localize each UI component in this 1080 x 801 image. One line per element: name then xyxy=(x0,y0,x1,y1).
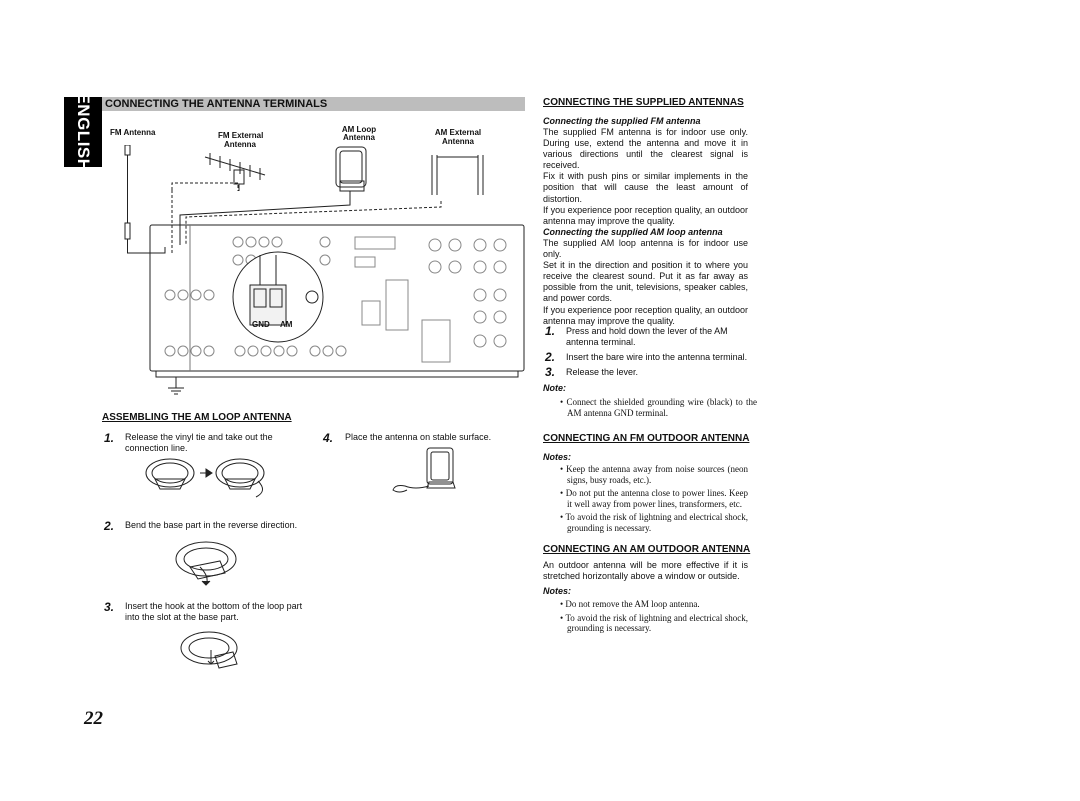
fm-supplied-subtitle: Connecting the supplied FM antenna xyxy=(543,116,701,126)
list-item: • Do not put the antenna close to power lines. Keep it well away from power lines, transformers, etc. xyxy=(560,488,748,509)
fm-supplied-p1: The supplied FM antenna is for indoor use only. During use, extend the antenna and move it in various directions until the clearest signal is received. xyxy=(543,127,748,171)
note-item-text: Connect the shielded grounding wire (black) to the AM antenna GND terminal. xyxy=(566,397,757,418)
am-supplied-text xyxy=(543,238,748,327)
am-terminal-icon xyxy=(250,285,286,325)
am-step-2-text: Insert the bare wire into the antenna terminal. xyxy=(566,352,748,362)
step-3-illustration xyxy=(175,628,255,678)
fm-antenna-label: FM Antenna xyxy=(110,128,156,137)
language-tab-label: ENGLISH xyxy=(74,92,93,172)
list-item: • Keep the antenna away from noise sources (neon signs, busy roads, etc.). xyxy=(560,464,748,485)
list-item-text: To avoid the risk of lightning and electrical shock, grounding is necessary. xyxy=(565,612,748,633)
am-outdoor-notes-list xyxy=(558,599,748,634)
fm-external-antenna-icon xyxy=(205,153,265,191)
step-2-text: Bend the base part in the reverse direction. xyxy=(125,520,298,530)
step-3-text: Insert the hook at the bottom of the loop part into the slot at the base part. xyxy=(125,601,303,623)
am-step-2-number: 2. xyxy=(545,350,556,364)
fm-antenna-tip-icon xyxy=(125,145,130,155)
antenna-connection-diagram xyxy=(110,145,530,405)
am-label: AM xyxy=(280,320,293,329)
am-outdoor-notes-heading: Notes: xyxy=(543,586,572,596)
fm-supplied-text xyxy=(543,127,748,227)
assembling-title: ASSEMBLING THE AM LOOP ANTENNA xyxy=(102,412,292,423)
fm-external-label-2: Antenna xyxy=(224,140,256,149)
step-4-illustration xyxy=(385,444,465,496)
am-supplied-p2: Set it in the direction and position it to where you receive the clearest sound. Put it as far away as possible from the unit, televisions, speaker cables, and power cords. xyxy=(543,260,748,304)
step-4-number: 4. xyxy=(323,431,334,445)
list-item: • To avoid the risk of lightning and electrical shock, grounding is necessary. xyxy=(560,512,748,533)
am-loop-antenna-icon xyxy=(336,147,366,191)
am-external-label-1: AM External xyxy=(434,128,482,137)
ground-symbol-icon xyxy=(168,377,184,394)
am-step-1-number: 1. xyxy=(545,324,556,338)
fm-supplied-p3: If you experience poor reception quality, an outdoor antenna may improve the quality. xyxy=(543,204,748,226)
page-number: 22 xyxy=(84,708,103,729)
fm-external-label-1: FM External xyxy=(218,131,264,140)
step-1-illustration xyxy=(140,451,280,499)
list-item-text: Do not remove the AM loop antenna. xyxy=(565,599,700,609)
fm-supplied-p2: Fix it with push pins or similar implements in the position that will cause the least amount of distortion. xyxy=(543,171,748,204)
am-external-label-2: Antenna xyxy=(442,137,474,146)
note-item: • Connect the shielded grounding wire (black) to the AM antenna GND terminal. xyxy=(560,397,757,418)
receiver-back-panel xyxy=(150,225,524,371)
language-tab xyxy=(64,92,102,172)
list-item-text: Keep the antenna away from noise sources (neon signs, busy roads, etc.). xyxy=(566,464,748,485)
am-step-1-text: Press and hold down the lever of the AM antenna terminal. xyxy=(566,326,728,348)
am-supplied-subtitle: Connecting the supplied AM loop antenna xyxy=(543,227,723,237)
am-step-3-number: 3. xyxy=(545,365,556,379)
fm-outdoor-title: CONNECTING AN FM OUTDOOR ANTENNA xyxy=(543,433,750,444)
step-2-illustration xyxy=(170,537,250,587)
am-step-3-text: Release the lever. xyxy=(566,367,639,377)
list-item: • Do not remove the AM loop antenna. xyxy=(560,599,700,609)
step-2-number: 2. xyxy=(104,519,115,533)
am-loop-label-2: Antenna xyxy=(343,133,375,142)
step-1-number: 1. xyxy=(104,431,115,445)
am-supplied-p1: The supplied AM loop antenna is for indoor use only. xyxy=(543,238,748,260)
gnd-label: GND xyxy=(252,320,270,329)
note-heading: Note: xyxy=(543,383,566,393)
step-3-number: 3. xyxy=(104,600,115,614)
fm-outdoor-notes-heading: Notes: xyxy=(543,452,572,462)
list-item-text: To avoid the risk of lightning and electrical shock, grounding is necessary. xyxy=(565,512,748,533)
am-external-antenna-icon xyxy=(432,155,483,195)
section-title-bar xyxy=(102,97,525,111)
am-outdoor-title: CONNECTING AN AM OUTDOOR ANTENNA xyxy=(543,544,751,555)
am-loop-label-1: AM Loop xyxy=(341,125,377,134)
fm-outdoor-notes-list xyxy=(558,464,748,533)
step-4-text: Place the antenna on stable surface. xyxy=(345,432,492,442)
section-title: CONNECTING THE ANTENNA TERMINALS xyxy=(105,98,328,110)
list-item-text: Do not put the antenna close to power lines. Keep it well away from power lines, transformers, etc. xyxy=(565,488,748,509)
am-supplied-p3: If you experience poor reception quality, an outdoor antenna may improve the quality. xyxy=(543,304,748,326)
supplied-antennas-title: CONNECTING THE SUPPLIED ANTENNAS xyxy=(543,97,744,108)
step-1-text: Release the vinyl tie and take out the connection line. xyxy=(125,432,273,454)
am-outdoor-text: An outdoor antenna will be more effective if it is stretched horizontally above a window or outside. xyxy=(543,560,748,582)
list-item: • To avoid the risk of lightning and electrical shock, grounding is necessary. xyxy=(560,612,748,633)
